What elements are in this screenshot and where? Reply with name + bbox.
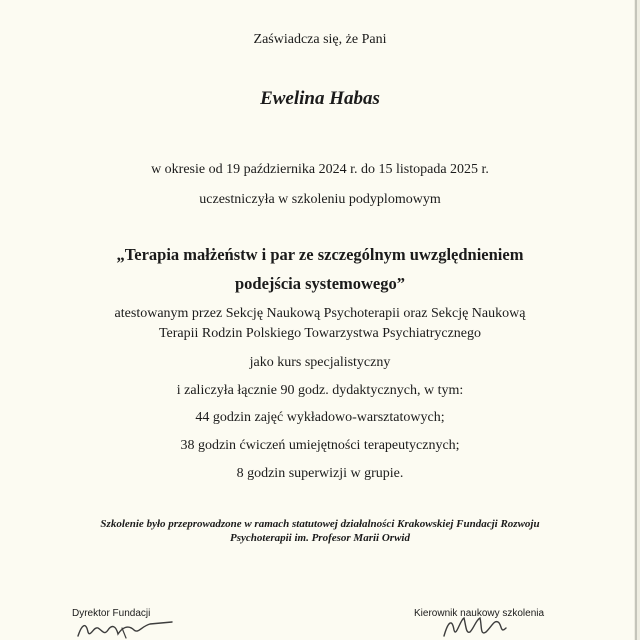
footnote-line-2: Psychoterapii im. Profesor Marii Orwid [230, 532, 410, 544]
director-label: Dyrektor Fundacji [72, 608, 151, 619]
attestation-line-2: Terapii Rodzin Polskiego Towarzystwa Psychiatrycznego [158, 326, 482, 341]
training-title-line-1: „Terapia małżeństw i par ze szczególnym uwzględnieniem [116, 245, 524, 264]
hours-item-exercises: 38 godzin ćwiczeń umiejętności terapeutycznych; [180, 438, 460, 453]
course-type: jako kurs specjalistyczny [249, 355, 391, 370]
page-edge-shadow [634, 0, 640, 640]
training-period: w okresie od 19 października 2024 r. do 15 listopada 2025 r. [151, 162, 489, 177]
attestation-line-1: atestowanym przez Sekcję Naukową Psychoterapii oraz Sekcję Naukową [114, 306, 526, 321]
scientific-manager-label: Kierownik naukowy szkolenia [414, 608, 545, 619]
director-signature [76, 618, 176, 640]
intro-text: Zaświadcza się, że Pani [253, 32, 387, 47]
manager-signature [440, 614, 510, 640]
footnote-line-1: Szkolenie było przeprowadzone w ramach statutowej działalności Krakowskiej Fundacji Rozwoju [100, 518, 540, 530]
total-hours: i zaliczyła łącznie 90 godz. dydaktycznych, w tym: [176, 383, 464, 398]
hours-item-lectures: 44 godzin zajęć wykładowo-warsztatowych; [195, 410, 445, 425]
hours-item-supervision: 8 godzin superwizji w grupie. [236, 466, 404, 481]
participation-text: uczestniczyła w szkoleniu podyplomowym [199, 192, 441, 207]
training-title-line-2: podejścia systemowego” [234, 274, 406, 293]
recipient-name: Ewelina Habas [260, 88, 380, 109]
